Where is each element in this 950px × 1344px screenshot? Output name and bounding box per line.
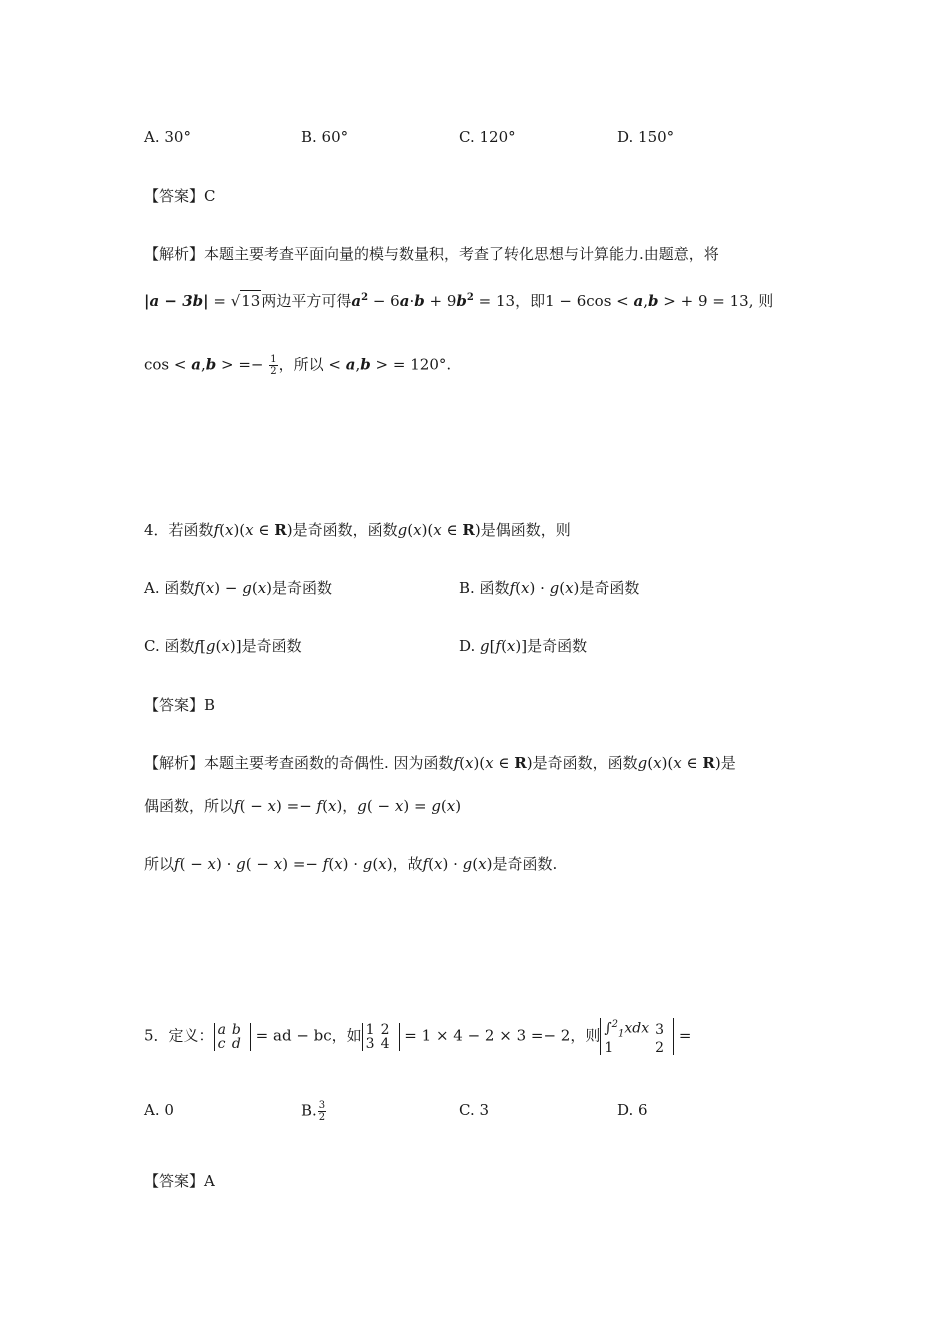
analysis-mid2: = 13，即 <box>478 292 546 310</box>
q5-option-c: C. 3 <box>459 1101 490 1119</box>
fraction: $\frac{3}{2}$ <box>318 1100 326 1123</box>
q4-answer <box>144 695 215 715</box>
q3-option-a: A. 30° <box>144 128 191 146</box>
answer-label: 【答案】 <box>144 696 205 714</box>
q4-analysis-line3: 所以f( − x) · g( − x) =− f(x) · g(x)，故f(x) · g(x)是奇函数. <box>144 855 558 873</box>
answer-value: A <box>204 1172 215 1190</box>
analysis-result: 120°. <box>410 355 452 374</box>
answer-value: C <box>204 187 216 205</box>
analysis-text: ，故 <box>392 855 423 873</box>
question-number: 5． <box>144 1026 169 1045</box>
q3-analysis-line3: cos < a,b > =− $\frac{1}{2}$ ，所以 < a,b > = 120°. <box>144 354 452 377</box>
stem-text: 是奇函数，函数 <box>292 521 398 539</box>
determinant-def: a b c d <box>214 1023 251 1051</box>
determinant-example: 1 2 3 4 <box>362 1023 400 1051</box>
q3-option-b: B. 60° <box>301 128 349 146</box>
stem-text: = <box>678 1026 692 1045</box>
analysis-text: 是奇函数. <box>492 855 558 873</box>
q4-analysis-line2: 偶函数，所以f( − x) =− f(x)，g( − x) = g(x) <box>144 797 462 815</box>
q3-analysis-line2: |a − 3b| = √13两边平方可得$a^2 - 6a\cdot b + 9b^2 = 13$，即1 − 6cos < a,b > + 9 = 13, 则 <box>144 292 774 310</box>
q3-answer <box>144 186 216 206</box>
q3-option-d: D. 150° <box>617 128 675 146</box>
option-prefix: C. 函数 <box>144 637 195 655</box>
option-suffix: 是奇函数 <box>527 637 588 655</box>
stem-text: = ad − bc，如 <box>255 1026 362 1045</box>
option-prefix: A. 函数 <box>144 579 195 597</box>
option-suffix: 是奇函数 <box>272 579 333 597</box>
q5-option-d: D. 6 <box>617 1101 648 1119</box>
option-suffix: 是奇函数 <box>241 637 302 655</box>
sqrt-value: 13 <box>241 292 261 310</box>
q3-analysis-line1 <box>144 244 719 264</box>
analysis-tail: = 13, 则 <box>712 292 774 310</box>
option-prefix: D. <box>459 637 481 655</box>
q5-answer <box>144 1171 215 1191</box>
q5-option-b <box>301 1100 327 1123</box>
analysis-text: 所以 <box>144 855 175 873</box>
answer-label: 【答案】 <box>144 1172 205 1190</box>
analysis-mid1: 两边平方可得 <box>261 292 352 310</box>
analysis-label: 【解析】 <box>144 754 205 772</box>
stem-text: = 1 × 4 − 2 × 3 =− 2，则 <box>404 1026 601 1045</box>
answer-value: B <box>204 696 216 714</box>
stem-text: 若函数 <box>168 521 214 539</box>
analysis-text: 偶函数，所以 <box>144 797 235 815</box>
analysis-text: 是奇函数，函数 <box>532 754 638 772</box>
analysis-text: 本题主要考查函数的奇偶性. 因为函数 <box>204 754 454 772</box>
q4-option-c: C. 函数f[g(x)]是奇函数 <box>144 637 302 655</box>
q5-option-a: A. 0 <box>144 1101 174 1119</box>
q3-option-c: C. 120° <box>459 128 516 146</box>
stem-text: 定义： <box>168 1026 214 1045</box>
answer-label: 【答案】 <box>144 187 205 205</box>
option-prefix: B. <box>301 1101 317 1120</box>
stem-text: 是偶函数，则 <box>480 521 571 539</box>
analysis-label: 【解析】 <box>144 245 205 263</box>
analysis-text: 是 <box>720 754 736 772</box>
question-number: 4． <box>144 521 169 539</box>
q4-stem: 4．若函数f(x)(x ∈ R)是奇函数，函数g(x)(x ∈ R)是偶函数，则 <box>144 521 571 539</box>
analysis-line3-tail: ，所以 <box>278 355 324 374</box>
option-suffix: 是奇函数 <box>579 579 640 597</box>
q4-option-a: A. 函数f(x) − g(x)是奇函数 <box>144 579 333 597</box>
q4-analysis-line1: 【解析】本题主要考查函数的奇偶性. 因为函数f(x)(x ∈ R)是奇函数，函数g(x)(x ∈ R)是 <box>144 754 736 772</box>
determinant-integral: ∫$^2_1$xdx 3 1 2 <box>600 1018 674 1055</box>
option-prefix: B. 函数 <box>459 579 510 597</box>
q4-option-d: D. g[f(x)]是奇函数 <box>459 637 588 655</box>
q5-stem <box>144 1018 691 1055</box>
analysis-text: 本题主要考查平面向量的模与数量积，考查了转化思想与计算能力.由题意，将 <box>204 245 719 263</box>
q4-option-b: B. 函数f(x) · g(x)是奇函数 <box>459 579 640 597</box>
